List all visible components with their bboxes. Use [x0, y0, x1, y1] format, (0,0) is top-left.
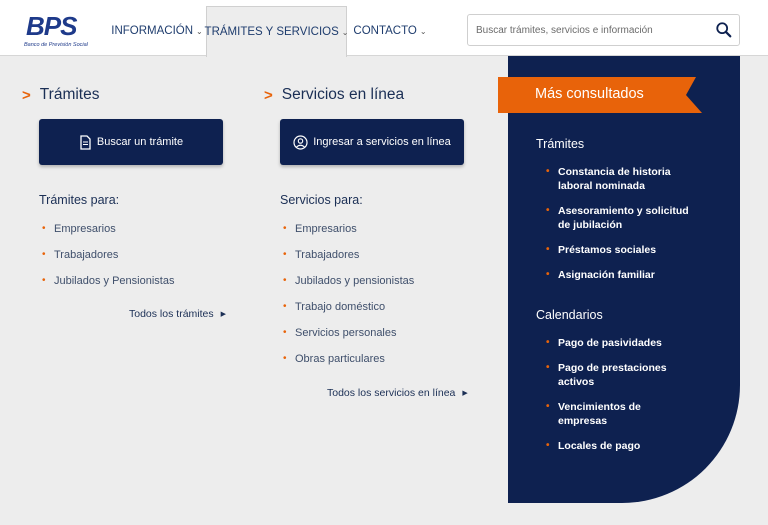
nav-informacion-label: INFORMACIÓN [111, 25, 194, 37]
list-item[interactable]: • Empresarios [280, 222, 414, 248]
servicios-subtitle: Servicios para: [280, 193, 363, 207]
panel-tramites-heading: Trámites [536, 137, 585, 151]
list-item[interactable]: • Servicios personales [280, 326, 414, 352]
servicios-title: Servicios en línea [281, 86, 405, 103]
panel-tramites-list [546, 165, 696, 282]
list-item[interactable]: • Obras particulares [280, 352, 414, 378]
list-item[interactable]: • Trabajadores [280, 248, 414, 274]
ingresar-servicios-label: Ingresar a servicios en línea [313, 136, 451, 148]
caret-right-icon: ▶ [462, 390, 468, 397]
list-item[interactable]: • Pago de pasividades [546, 336, 691, 350]
panel-calendarios-list [546, 336, 691, 453]
caret-right-icon: ▶ [220, 311, 227, 318]
nav-contacto-label: CONTACTO [353, 25, 417, 37]
buscar-tramite-button[interactable] [39, 119, 223, 165]
chevron-down-icon: ⌄ [196, 26, 203, 36]
list-item[interactable]: • Locales de pago [546, 439, 691, 453]
tramites-section-title [22, 86, 99, 104]
list-item[interactable]: • Jubilados y Pensionistas [39, 274, 174, 300]
nav-contacto[interactable] [351, 6, 429, 56]
chevron-right-icon: > [22, 86, 31, 104]
todos-servicios-link[interactable] [327, 387, 468, 399]
todos-tramites-label: Todos los trámites [129, 308, 214, 320]
search-icon[interactable] [715, 21, 733, 39]
logo-text: BPS [26, 11, 77, 41]
tramites-subtitle: Trámites para: [39, 193, 120, 207]
list-item[interactable]: • Constancia de historia laboral nominada [546, 165, 696, 193]
list-item[interactable]: • Vencimientos de empresas [546, 400, 691, 428]
servicios-list [280, 222, 414, 378]
todos-tramites-link[interactable] [129, 308, 226, 320]
list-item[interactable]: • Asesoramiento y solicitud de jubilación [546, 204, 696, 232]
bps-logo[interactable] [22, 12, 92, 50]
site-header [0, 0, 768, 56]
list-item[interactable]: • Trabajo doméstico [280, 300, 414, 326]
list-item[interactable]: • Préstamos sociales [546, 243, 696, 257]
tramites-list [39, 222, 174, 300]
list-item[interactable]: • Pago de prestaciones activos [546, 361, 691, 389]
nav-informacion[interactable] [108, 6, 206, 56]
chevron-down-icon: ⌄ [341, 27, 349, 37]
mas-consultados-title: Más consultados [535, 86, 644, 102]
logo-subtitle: Banco de Previsión Social [24, 42, 88, 48]
chevron-right-icon: > [264, 86, 273, 104]
servicios-section-title [264, 86, 404, 104]
todos-servicios-label: Todos los servicios en línea [327, 387, 456, 399]
document-icon [79, 135, 92, 150]
list-item[interactable]: • Empresarios [39, 222, 174, 248]
nav-tramites-label: TRÁMITES Y SERVICIOS [204, 26, 339, 38]
chevron-down-icon: ⌄ [419, 26, 427, 36]
ingresar-servicios-button[interactable] [280, 119, 464, 165]
nav-tramites-servicios[interactable] [206, 6, 347, 57]
buscar-tramite-label: Buscar un trámite [96, 136, 184, 148]
search-box [467, 14, 740, 46]
panel-calendarios-heading: Calendarios [536, 308, 603, 322]
list-item[interactable]: • Asignación familiar [546, 268, 696, 282]
list-item[interactable]: • Jubilados y pensionistas [280, 274, 414, 300]
search-input[interactable] [476, 21, 708, 39]
user-circle-icon [293, 135, 308, 150]
list-item[interactable]: • Trabajadores [39, 248, 174, 274]
tramites-title: Trámites [39, 86, 100, 103]
